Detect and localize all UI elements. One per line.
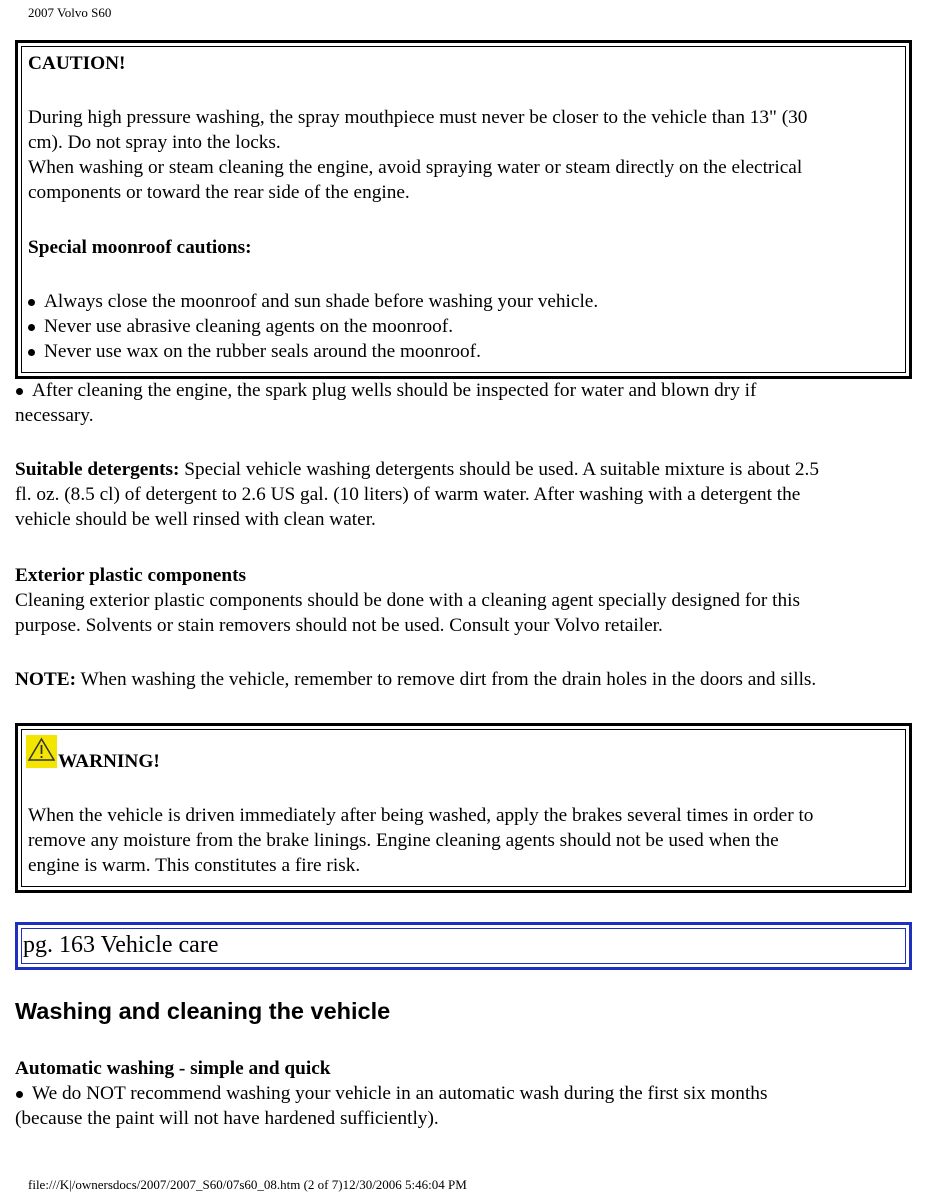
page-banner-text: pg. 163 Vehicle care — [23, 932, 219, 958]
section-heading: Washing and cleaning the vehicle — [15, 998, 391, 1024]
moonroof-list-item: Always close the moonroof and sun shade before washing your vehicle. — [28, 289, 598, 314]
bullet-icon — [16, 388, 23, 395]
detergents-paragraph-line: vehicle should be well rinsed with clean water. — [15, 509, 376, 530]
engine-note-line: necessary. — [15, 405, 94, 426]
note-paragraph: NOTE: When washing the vehicle, remember to remove dirt from the drain holes in the doors and sills. — [15, 669, 817, 690]
moonroof-list-item: Never use wax on the rubber seals around the moonroof. — [28, 339, 481, 364]
caution-text-line: cm). Do not spray into the locks. — [28, 132, 281, 153]
plastic-paragraph-line: Cleaning exterior plastic components should be done with a cleaning agent specially designed for this — [15, 590, 800, 611]
bullet-icon — [16, 1091, 23, 1098]
caution-text-line: components or toward the rear side of the engine. — [28, 182, 410, 203]
bullet-icon — [28, 349, 35, 356]
moonroof-heading: Special moonroof cautions: — [28, 237, 252, 258]
detergents-paragraph-line: Suitable detergents: Special vehicle washing detergents should be used. A suitable mixture is about 2.5 — [15, 459, 819, 480]
bullet-icon — [28, 324, 35, 331]
document-footer: file:///K|/ownersdocs/2007/2007_S60/07s60_08.htm (2 of 7)12/30/2006 5:46:04 PM — [28, 1177, 467, 1192]
moonroof-list-item: Never use abrasive cleaning agents on the moonroof. — [28, 314, 453, 339]
warning-text-line: When the vehicle is driven immediately after being washed, apply the brakes several times in order to — [28, 805, 814, 826]
document-header: 2007 Volvo S60 — [28, 5, 112, 20]
engine-note-line: After cleaning the engine, the spark plug wells should be inspected for water and blown dry if — [16, 378, 756, 403]
plastic-paragraph-line: purpose. Solvents or stain removers should not be used. Consult your Volvo retailer. — [15, 615, 663, 636]
caution-text-line: When washing or steam cleaning the engine, avoid spraying water or steam directly on the electrical — [28, 157, 803, 178]
bullet-icon — [28, 299, 35, 306]
plastic-heading: Exterior plastic components — [15, 565, 246, 586]
warning-title: WARNING! — [58, 751, 160, 772]
warning-triangle-icon — [26, 735, 57, 768]
warning-text-line: engine is warm. This constitutes a fire risk. — [28, 855, 361, 876]
warning-text-line: remove any moisture from the brake linings. Engine cleaning agents should not be used when the — [28, 830, 779, 851]
section-bullet-line: We do NOT recommend washing your vehicle in an automatic wash during the first six months — [16, 1081, 767, 1106]
detergents-paragraph-line: fl. oz. (8.5 cl) of detergent to 2.6 US gal. (10 liters) of warm water. After washing with a detergent the — [15, 484, 801, 505]
section-subheading: Automatic washing - simple and quick — [15, 1058, 331, 1079]
section-bullet-line: (because the paint will not have hardened sufficiently). — [15, 1108, 439, 1129]
caution-text-line: During high pressure washing, the spray mouthpiece must never be closer to the vehicle than 13" (30 — [28, 107, 808, 128]
caution-title: CAUTION! — [28, 53, 126, 74]
